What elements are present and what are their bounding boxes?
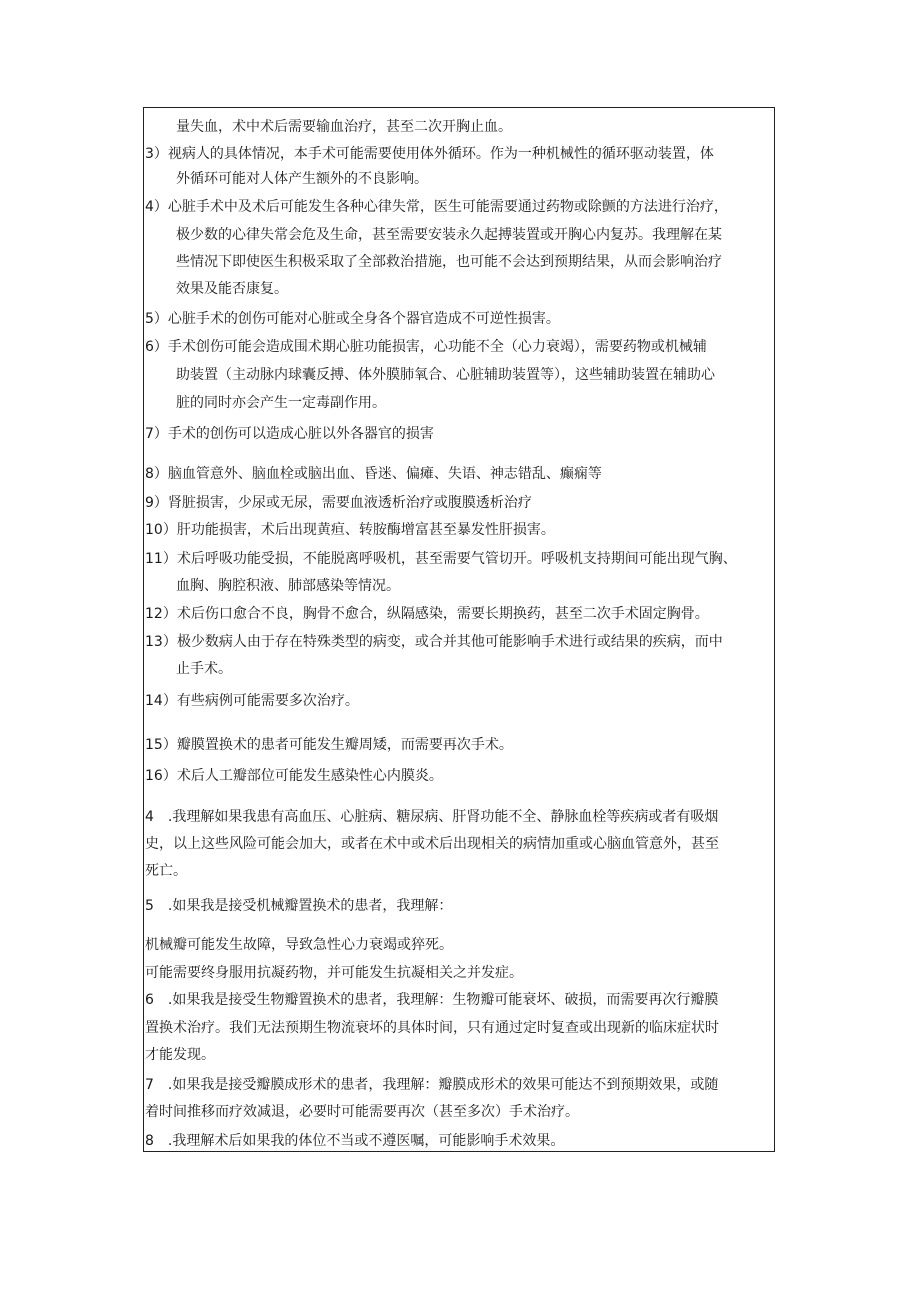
text-line: 6 .如果我是接受生物瓣置换术的患者，我理解：生物瓣可能衰坏、破损，而需要再次行瓣膜	[145, 992, 719, 1008]
text-line: 效果及能否康复。	[176, 281, 288, 297]
text-line: 8 .我理解术后如果我的体位不当或不遵医嘱，可能影响手术效果。	[145, 1133, 565, 1149]
text-line: 5 .如果我是接受机械瓣置换术的患者，我理解：	[145, 898, 453, 914]
text-line: 15）瓣膜置换术的患者可能发生瓣周矮，而需要再次手术。	[145, 737, 513, 753]
text-line: 助装置（主动脉内球囊反搏、体外膜肺氧合、心脏辅助装置等），这些辅助装置在辅助心	[176, 367, 715, 383]
text-line: 14）有些病例可能需要多次治疗。	[145, 693, 359, 709]
text-line: 量失血，术中术后需要输血治疗，甚至二次开胸止血。	[176, 119, 512, 135]
text-line: 3）视病人的具体情况，本手术可能需要使用体外循环。作为一种机械性的循环驱动装置，体	[145, 146, 714, 162]
text-line: 置换术治疗。我们无法预期生物流衰坏的具体时间，只有通过定时复查或出现新的临床症状时	[145, 1020, 719, 1036]
text-line: 6）手术创伤可能会造成围术期心脏功能损害，心功能不全（心力衰竭），需要药物或机械辅	[145, 339, 707, 355]
text-line: 11）术后呼吸功能受损，不能脱离呼吸机，甚至需要气管切开。呼吸机支持期间可能出现气胸、	[145, 551, 737, 567]
text-line: 7）手术的创伤可以造成心脏以外各器官的损害	[145, 426, 434, 442]
text-line: 16）术后人工瓣部位可能发生感染性心内膜炎。	[145, 768, 443, 784]
text-line: 5）心脏手术的创伤可能对心脏或全身各个器官造成不可逆性损害。	[145, 311, 560, 327]
text-line: 极少数的心律失常会危及生命，甚至需要安装永久起搏装置或开胸心内复苏。我理解在某	[176, 227, 722, 243]
text-line: 着时间推移而疗效减退，必要时可能需要再次（甚至多次）手术治疗。	[145, 1104, 579, 1120]
text-line: 机械瓣可能发生故障，导致急性心力衰竭或猝死。	[145, 937, 453, 953]
text-line: 才能发现。	[145, 1047, 215, 1063]
text-line: 可能需要终身服用抗凝药物，并可能发生抗凝相关之并发症。	[145, 965, 523, 981]
text-line: 外循环可能对人体产生额外的不良影响。	[176, 171, 428, 187]
text-line: 12）术后伤口愈合不良，胸骨不愈合，纵隔感染，需要长期换药，甚至二次手术固定胸骨。	[145, 606, 709, 622]
text-line: 4）心脏手术中及术后可能发生各种心律失常，医生可能需要通过药物或除颤的方法进行治疗，	[145, 199, 728, 215]
text-line: 些情况下即使医生积极采取了全部救治措施，也可能不会达到预期结果，从而会影响治疗	[176, 254, 722, 270]
text-line: 脏的同时亦会产生一定毒副作用。	[176, 395, 386, 411]
text-line: 死亡。	[145, 863, 187, 879]
text-line: 10）肝功能损害，术后出现黄疸、转胺酶增富甚至暴发性肝损害。	[145, 522, 555, 538]
text-line: 4 .我理解如果我患有高血压、心脏病、糖尿病、肝肾功能不全、静脉血栓等疾病或者有吸烟	[145, 809, 719, 825]
text-line: 史，以上这些风险可能会加大，或者在术中或术后出现相关的病情加重或心脑血管意外，甚至	[145, 836, 719, 852]
text-line: 7 .如果我是接受瓣膜成形术的患者，我理解：瓣膜成形术的效果可能达不到预期效果，或随	[145, 1077, 719, 1093]
text-line: 9）肾脏损害，少尿或无尿，需要血液透析治疗或腹膜透析治疗	[145, 495, 532, 511]
text-line: 13）极少数病人由于存在特殊类型的病变，或合并其他可能影响手术进行或结果的疾病，而中	[145, 634, 723, 650]
text-line: 8）脑血管意外、脑血栓或脑出血、昏迷、偏瘫、失语、神志错乱、癫痫等	[145, 466, 602, 482]
text-line: 血胸、胸腔积液、肺部感染等情况。	[176, 578, 400, 594]
text-line: 止手术。	[176, 661, 232, 677]
